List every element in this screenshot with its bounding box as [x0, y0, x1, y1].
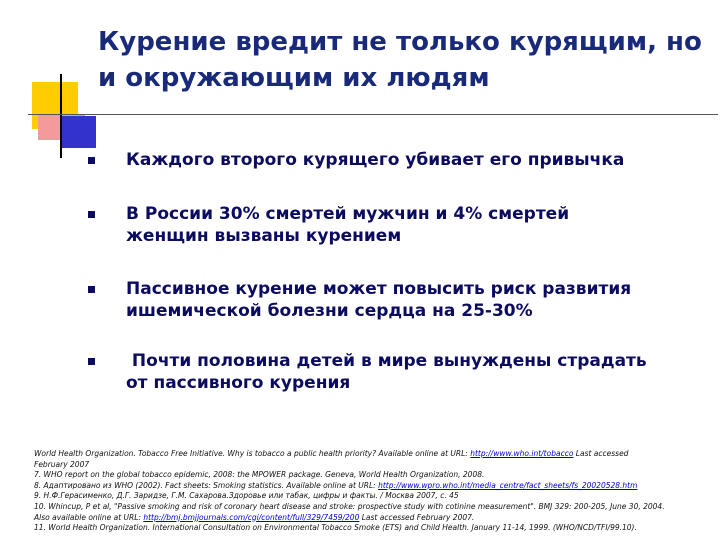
- reference-8-link[interactable]: http://www.wpro.who.int/media_centre/fact_sheets/fs_20020528.htm: [378, 480, 638, 490]
- decorative-horizontal-line: [28, 114, 718, 115]
- reference-9: 9. Н.Ф.Герасименко, Д.Г. Заридзе, Г.М. Сахарова.Здоровье или табак, цифры и факты. / Москва 2007, с. 45: [34, 491, 459, 501]
- decorative-square-blue: [62, 116, 96, 148]
- bullet-item-2-line-1: В России 30% смертей мужчин и 4% смертей: [126, 204, 570, 224]
- bullet-item-1: [126, 149, 696, 171]
- bullet-item-4: [126, 350, 696, 394]
- bullet-item-3-line-2: ишемической болезни сердца на 25-30%: [126, 301, 533, 321]
- bullet-marker-icon: [88, 358, 95, 365]
- reference-10-link[interactable]: http://bmj.bmjjournals.com/cgi/content/full/329/7459/200: [143, 512, 360, 522]
- reference-11: 11. World Health Organization. International Consultation on Environmental Tobacco Smoke (ETS) and Child Health. January 11-14, 1999. (WHO/NCD/TFI/99.10).: [34, 523, 637, 533]
- decorative-vertical-line: [60, 74, 62, 158]
- reference-7: 7. WHO report on the global tobacco epidemic, 2008: the MPOWER package. Geneva, World Health Organization, 2008.: [34, 470, 485, 480]
- reference-10-online-text: Also available online at URL:: [34, 512, 144, 522]
- slide-title: [98, 24, 708, 96]
- bullet-item-4-line-1: Почти половина детей в мире вынуждены страдать: [126, 351, 647, 371]
- bullet-item-2-line-2: женщин вызваны курением: [126, 226, 402, 246]
- reference-1-link[interactable]: http://www.who.int/tobacco: [470, 449, 574, 458]
- bullet-item-2: [126, 203, 696, 247]
- bullet-marker-icon: [88, 211, 95, 218]
- bullet-item-1-line-1: Каждого второго курящего убивает его привычка: [126, 150, 625, 170]
- reference-1: [34, 449, 704, 460]
- slide-title-line-2: и окружающим их людям: [98, 63, 490, 93]
- reference-10-online: [34, 513, 704, 524]
- reference-8: [34, 481, 704, 492]
- reference-10: 10. Whincup, P et al, "Passive smoking and risk of coronary heart disease and stroke: prospective study with cotinine measurement". BMJ 329: 200-205, June 30, 2004.: [34, 501, 665, 511]
- bullet-marker-icon: [88, 286, 95, 293]
- slide-title-line-1: Курение вредит не только курящим, но: [98, 27, 702, 57]
- bullet-item-4-line-2: от пассивного курения: [126, 373, 351, 393]
- bullet-item-3-line-1: Пассивное курение может повысить риск развития: [126, 279, 632, 299]
- reference-1-tail: Last accessed: [573, 449, 629, 458]
- reference-10-online-tail: Last accessed February 2007.: [359, 512, 475, 522]
- reference-1-text: World Health Organization. Tobacco Free Initiative. Why is tobacco a public health priority? Available online at URL:: [34, 449, 471, 458]
- reference-8-text: 8. Адаптировано из WHO (2002). Fact sheets: Smoking statistics. Available online at URL:: [34, 480, 379, 490]
- references-footnote: [34, 449, 704, 534]
- bullet-marker-icon: [88, 157, 95, 164]
- reference-1-continued: February 2007: [34, 459, 90, 469]
- bullet-item-3: [126, 278, 696, 322]
